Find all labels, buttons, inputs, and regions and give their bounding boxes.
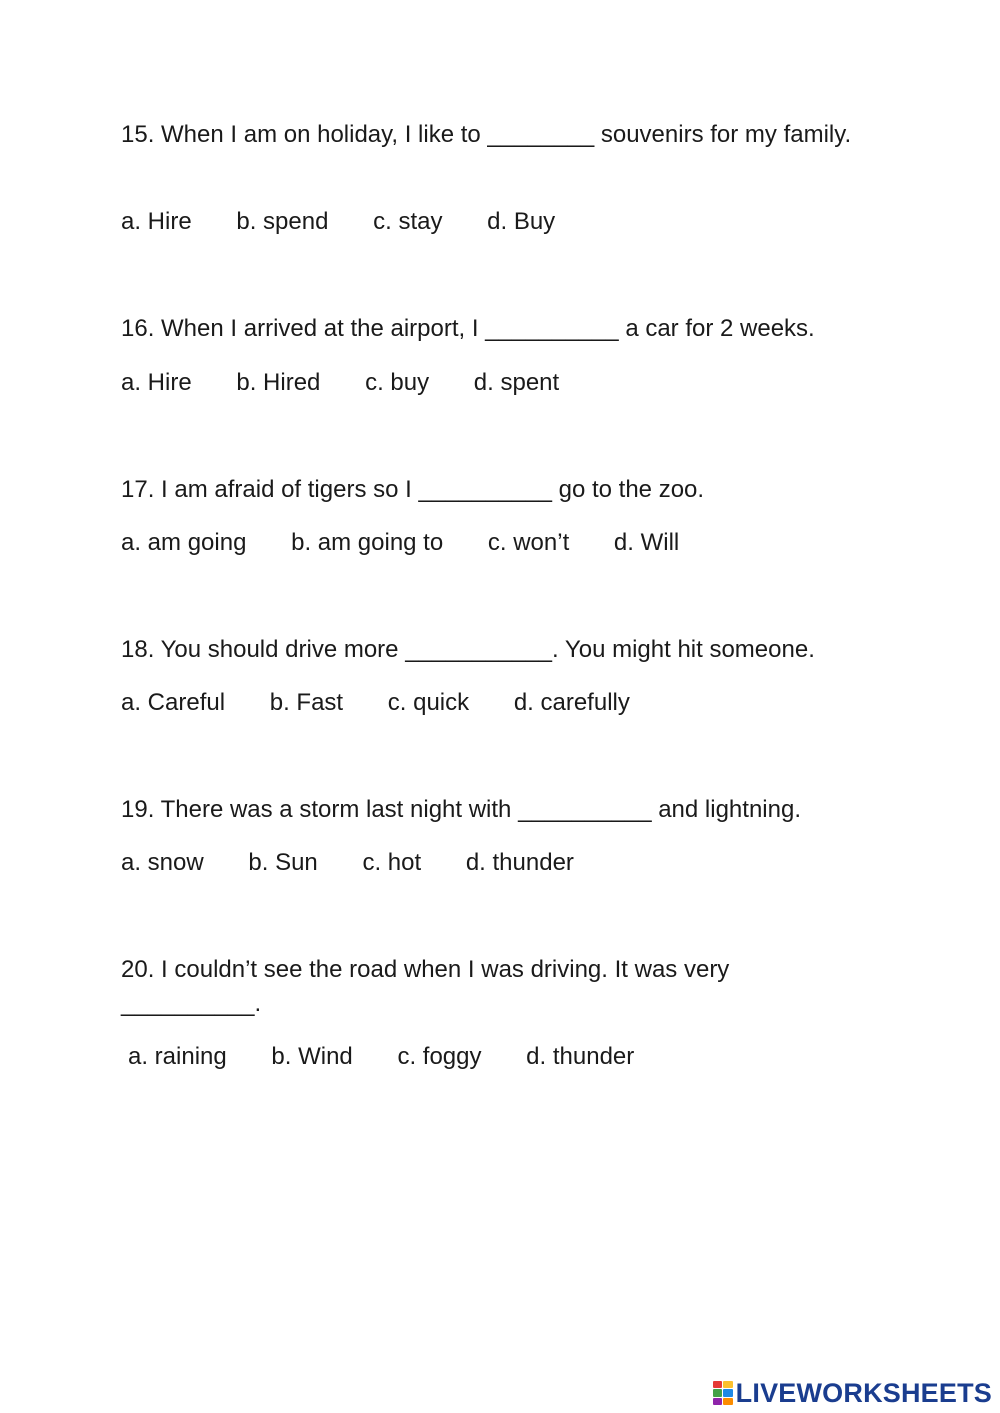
options-16 bbox=[121, 368, 559, 398]
option-c[interactable]: c. hot bbox=[362, 849, 422, 876]
option-d[interactable]: d. thunder bbox=[465, 849, 574, 876]
option-d[interactable]: d. Will bbox=[613, 529, 680, 556]
option-d[interactable]: d. Buy bbox=[487, 208, 556, 235]
option-d[interactable]: d. carefully bbox=[513, 689, 630, 716]
logo-text: LIVEWORKSHEETS bbox=[735, 1377, 992, 1408]
option-c[interactable]: c. buy bbox=[365, 369, 430, 396]
question-20: 20. I couldn’t see the road when I was driving. It was very __________. bbox=[121, 956, 730, 1017]
option-a[interactable]: a. Hire bbox=[121, 208, 192, 235]
option-c[interactable]: c. stay bbox=[373, 208, 443, 235]
option-a[interactable]: a. am going bbox=[121, 529, 247, 556]
options-18 bbox=[121, 688, 630, 718]
option-d[interactable]: d. thunder bbox=[526, 1043, 635, 1070]
options-15 bbox=[121, 207, 555, 237]
option-b[interactable]: b. Hired bbox=[236, 369, 321, 396]
option-a[interactable]: a. raining bbox=[128, 1043, 227, 1070]
option-b[interactable]: b. Fast bbox=[269, 689, 344, 716]
option-a[interactable]: a. Hire bbox=[121, 369, 192, 396]
question-18: 18. You should drive more ___________. You might hit someone. bbox=[121, 636, 815, 663]
liveworksheets-logo-icon bbox=[713, 1381, 733, 1405]
question-16: 16. When I arrived at the airport, I __________ a car for 2 weeks. bbox=[121, 315, 815, 342]
question-19: 19. There was a storm last night with __________ and lightning. bbox=[121, 796, 801, 823]
option-c[interactable]: c. quick bbox=[387, 689, 470, 716]
question-17: 17. I am afraid of tigers so I __________ go to the zoo. bbox=[121, 476, 705, 503]
option-d[interactable]: d. spent bbox=[473, 369, 560, 396]
option-b[interactable]: b. Sun bbox=[248, 849, 318, 876]
option-b[interactable]: b. Wind bbox=[271, 1043, 353, 1070]
options-19 bbox=[121, 848, 574, 878]
option-b[interactable]: b. am going to bbox=[291, 529, 444, 556]
question-15: 15. When I am on holiday, I like to ________ souvenirs for my family. bbox=[121, 121, 852, 148]
option-c[interactable]: c. foggy bbox=[397, 1043, 482, 1070]
options-20 bbox=[128, 1042, 634, 1072]
option-a[interactable]: a. snow bbox=[121, 849, 204, 876]
option-c[interactable]: c. won’t bbox=[487, 529, 570, 556]
options-17 bbox=[121, 528, 679, 558]
liveworksheets-logo[interactable] bbox=[713, 1378, 992, 1408]
option-b[interactable]: b. spend bbox=[236, 208, 329, 235]
option-a[interactable]: a. Careful bbox=[121, 689, 226, 716]
